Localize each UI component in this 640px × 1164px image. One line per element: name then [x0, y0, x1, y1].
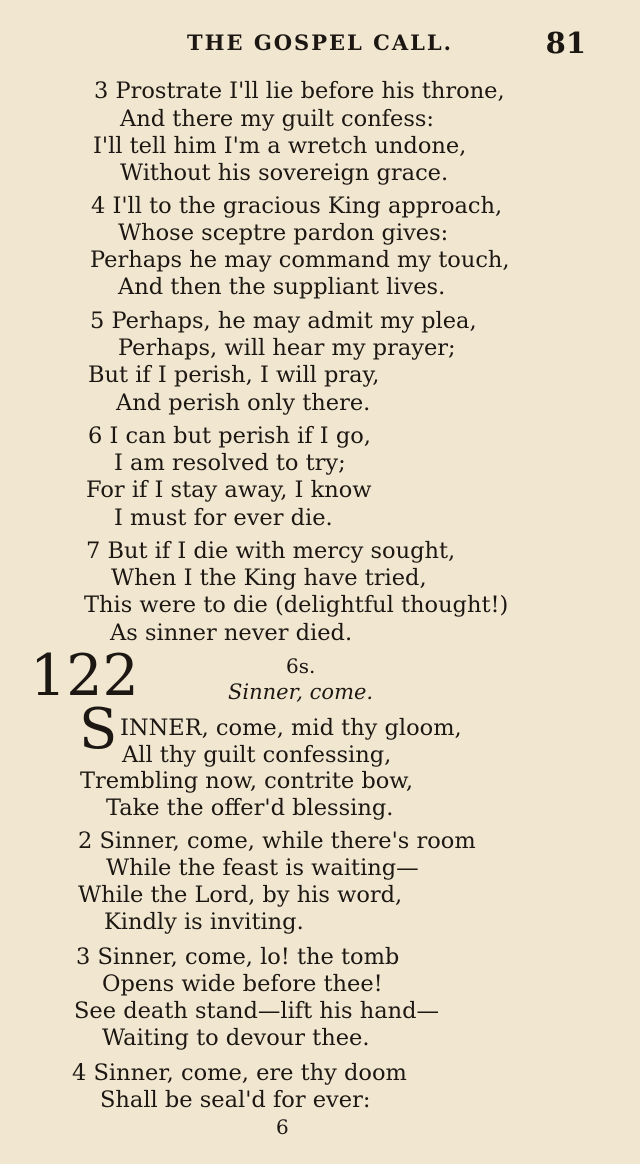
verse-line: I must for ever die. — [114, 505, 333, 531]
signature-mark: 6 — [276, 1115, 289, 1139]
hymn-line: While the feast is waiting— — [106, 855, 419, 881]
hymn-line: Trembling now, contrite bow, — [80, 768, 414, 794]
verse-line: 4 I'll to the gracious King approach, — [91, 193, 503, 219]
verse-line: I'll tell him I'm a wretch undone, — [93, 133, 467, 159]
verse-line: 5 Perhaps, he may admit my plea, — [90, 308, 477, 334]
hymn-line: 4 Sinner, come, ere thy doom — [72, 1060, 407, 1086]
hymn-line: See death stand—lift his hand— — [74, 998, 440, 1024]
verse-line: When I the King have tried, — [111, 565, 427, 591]
hymn-line: Shall be seal'd for ever: — [100, 1087, 371, 1113]
hymn-line: 3 Sinner, come, lo! the tomb — [76, 944, 400, 970]
verse-line: And perish only there. — [116, 390, 371, 416]
verse-line: 3 Prostrate I'll lie before his throne, — [94, 78, 505, 104]
hymn-line: All thy guilt confessing, — [122, 742, 392, 768]
hymn-title: Sinner, come. — [228, 680, 374, 704]
hymn-line: 2 Sinner, come, while there's room — [78, 828, 476, 854]
verse-line: For if I stay away, I know — [86, 477, 372, 503]
drop-cap: S — [79, 697, 118, 762]
hymn-line: Waiting to devour thee. — [102, 1025, 370, 1051]
verse-line: But if I perish, I will pray, — [88, 362, 380, 388]
hymn-line: Take the offer'd blessing. — [106, 795, 394, 821]
verse-line: 7 But if I die with mercy sought, — [86, 538, 456, 564]
verse-line: Perhaps he may command my touch, — [90, 247, 510, 273]
running-header: THE GOSPEL CALL. — [187, 30, 453, 55]
verse-line: 6 I can but perish if I go, — [88, 423, 371, 449]
hymn-line: While the Lord, by his word, — [78, 882, 403, 908]
verse-line: I am resolved to try; — [114, 450, 346, 476]
verse-line: And then the suppliant lives. — [118, 274, 446, 300]
verse-line: This were to die (delightful thought!) — [84, 592, 509, 618]
hymn-line: Opens wide before thee! — [102, 971, 383, 997]
verse-line: Perhaps, will hear my prayer; — [118, 335, 456, 361]
verse-line: Without his sovereign grace. — [120, 160, 449, 186]
hymn-line: INNER, come, mid thy gloom, — [120, 715, 462, 741]
verse-line: As sinner never died. — [110, 620, 353, 646]
verse-line: Whose sceptre pardon gives: — [118, 220, 449, 246]
hymn-line: Kindly is inviting. — [104, 909, 304, 935]
verse-line: And there my guilt confess: — [120, 106, 435, 132]
hymn-number: 122 — [30, 643, 139, 709]
hymn-meter: 6s. — [286, 654, 316, 678]
page-number: 81 — [545, 26, 586, 60]
